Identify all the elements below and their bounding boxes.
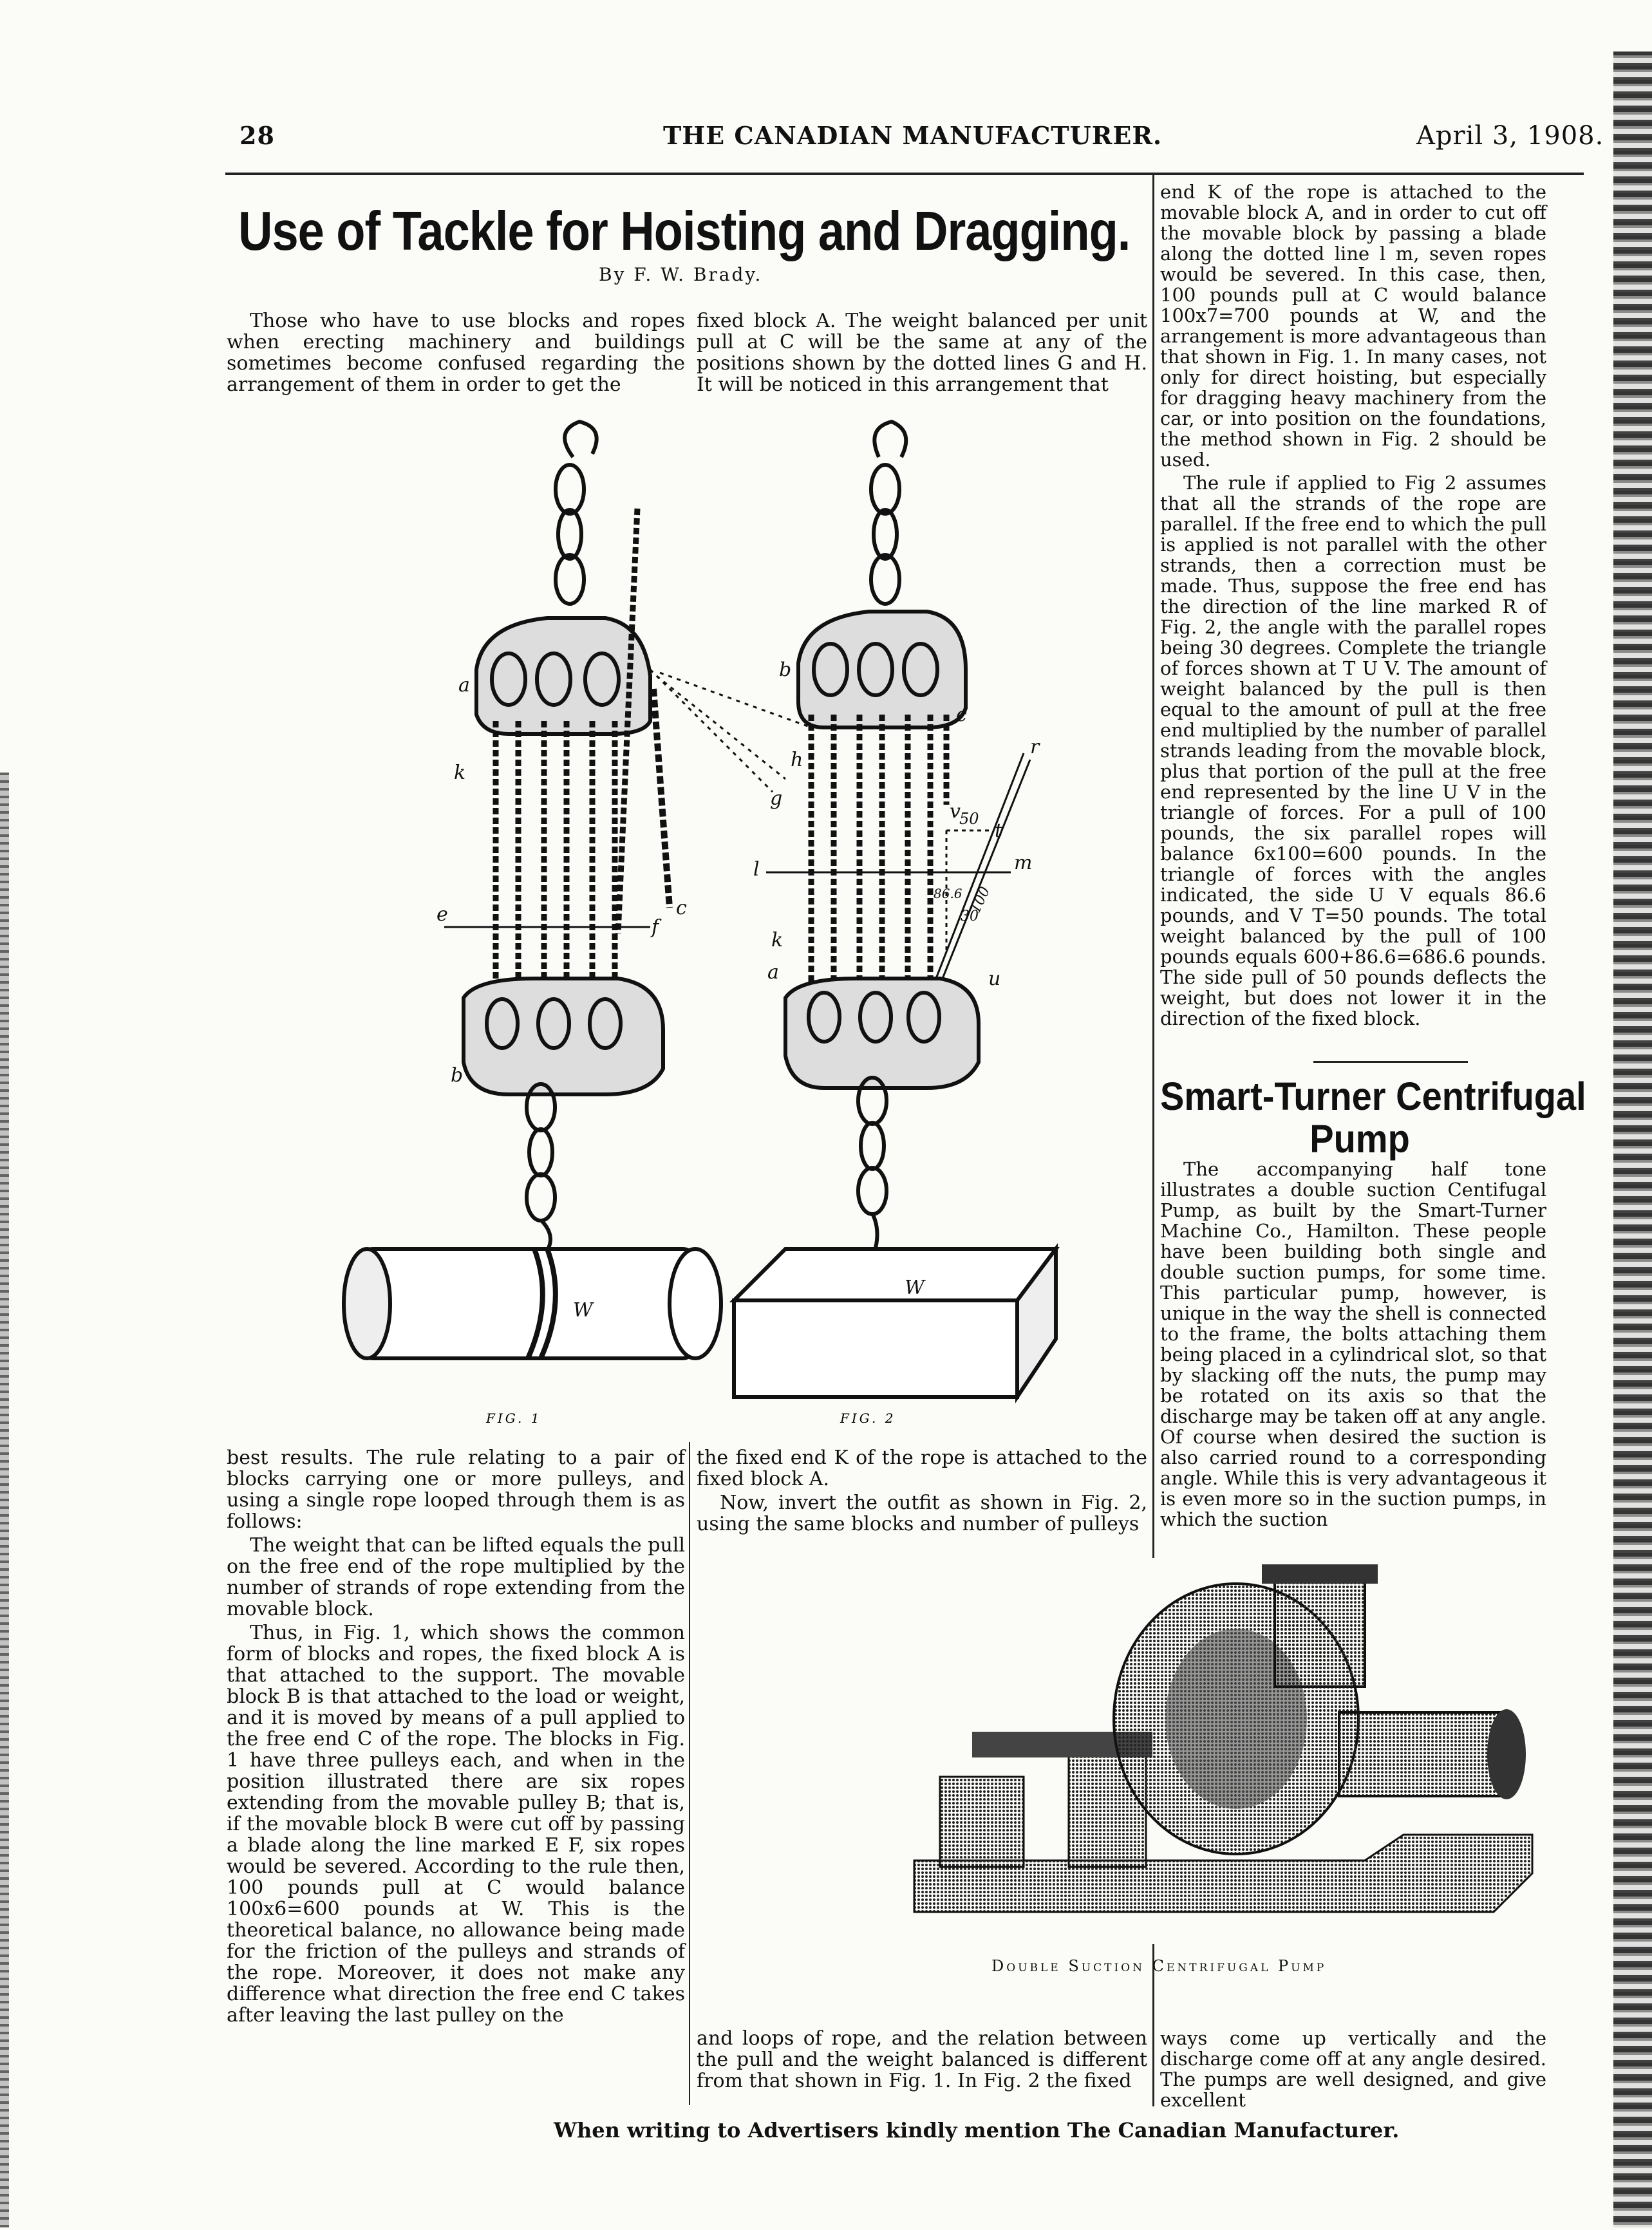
pump-title-line-2: Pump — [1309, 1116, 1410, 1161]
svg-text:v: v — [950, 800, 961, 823]
svg-text:b: b — [451, 1064, 464, 1087]
fig2-caption: FIG. 2 — [840, 1410, 896, 1426]
article-byline: By F. W. Brady. — [599, 264, 763, 285]
intro-column-1 — [227, 310, 685, 420]
scan-edge-left — [0, 773, 9, 2227]
column-divider-middle — [689, 1442, 690, 2105]
svg-text:W: W — [905, 1277, 925, 1299]
svg-text:30: 30 — [961, 908, 979, 924]
svg-text:b: b — [779, 659, 792, 681]
pump-halftone-image — [901, 1558, 1545, 1944]
svg-text:c: c — [956, 704, 967, 726]
article-column-2 — [697, 1447, 1147, 1544]
svg-text:W: W — [573, 1299, 593, 1322]
intro-paragraph-2: fixed block A. The weight balanced per unit pull at C will be the same at any of the positions shown by the dotted lines G and H. It will be noticed in this arrangement that — [697, 310, 1147, 396]
article-separator-rule — [1313, 1061, 1468, 1063]
fig1-caption: FIG. 1 — [486, 1410, 542, 1426]
svg-text:a: a — [458, 674, 470, 697]
svg-text:h: h — [791, 749, 803, 771]
svg-text:f: f — [652, 916, 659, 939]
svg-text:m: m — [1014, 852, 1033, 874]
pump-paragraph-1: The accompanying half tone illustrates a double suction Centifugal Pump, as built by the Smart-Turner Machine Co., Hamilton. These people have been building both single and double suction pumps, for some time. This particular pump, however, is unique in the way the shell is connected to the frame, the bolts attaching them being placed in a cylindrical slot, so that by slacking off the nuts, the pump may be rotated on its axis so that the discharge may be taken off at any angle. Of course when desired the suction is also carried round to a corresponding angle. While this is very advantageous it is even more so in the suction pumps, in which the suction — [1160, 1158, 1546, 1530]
col2-paragraph-1: the fixed end K of the rope is attached to the fixed block A. — [697, 1447, 1147, 1490]
svg-text:e: e — [436, 903, 448, 926]
svg-text:u: u — [988, 968, 1001, 990]
svg-text:l: l — [753, 858, 760, 881]
article-column-2-bottom — [697, 2028, 1147, 2099]
svg-text:100: 100 — [967, 884, 994, 916]
header-rule — [225, 173, 1584, 175]
col2-bottom-paragraph: and loops of rope, and the relation between the pull and the weight balanced is different from that shown in Fig. 1. In Fig. 2 the fixed — [697, 2027, 1147, 2092]
footer-advertiser-note: When writing to Advertisers kindly mention The Canadian Manufacturer. — [554, 2118, 1400, 2142]
svg-text:a: a — [767, 961, 779, 984]
svg-text:k: k — [771, 929, 784, 951]
pump-article-title — [1160, 1073, 1586, 1161]
svg-text:g: g — [770, 787, 783, 810]
svg-text:50: 50 — [959, 810, 979, 828]
intro-column-2 — [697, 310, 1147, 420]
svg-text:c: c — [676, 897, 687, 919]
svg-text:t: t — [995, 820, 1003, 842]
article-column-3 — [1160, 182, 1546, 1044]
article-title: Use of Tackle for Hoisting and Dragging. — [238, 200, 1131, 262]
fig2-drawing — [734, 422, 1056, 1397]
svg-text:86.6: 86.6 — [934, 886, 962, 901]
col1-paragraph-3: Thus, in Fig. 1, which shows the common form of blocks and ropes, the fixed block A is that attached to the support. The movable block B is that attached to the load or weight, and it is moved by means of a pull applied to the free end C of the rope. The blocks in Fig. 1 have three pulleys each, and when in the position illustrated there are six ropes extending from the movable pulley B; that is, if the movable block B were cut off by passing a blade along the line marked E F, six ropes would be severed. According to the rule then, 100 pounds pull at C would balance 100x6=600 pounds at W. This is the theoretical balance, no allowance being made for the friction of the pulleys and strands of the rope. Moreover, it does not make any difference what direction the free end C takes after leaving the last pulley on the — [227, 1622, 685, 2027]
journal-title: THE CANADIAN MANUFACTURER. — [663, 121, 1163, 150]
issue-date: April 3, 1908. — [1416, 121, 1604, 151]
intro-paragraph-1: Those who have to use blocks and ropes when erecting machinery and buildings sometimes become confused regarding the arrangement of them in order to get the — [227, 310, 685, 396]
pump-title-line-1: Smart-Turner Centrifugal — [1160, 1073, 1586, 1119]
article-column-1 — [227, 1447, 685, 2091]
col3-paragraph-1: end K of the rope is attached to the movable block A, and in order to cut off the movable block by passing a blade along the dotted line l m, seven ropes would be severed. In this case, then, 100 pounds pull at C would balance 100x7=700 pounds at W, and the arrangement is more advantageous than that shown in Fig. 1. In many cases, not only for direct hoisting, but especially for dragging heavy machinery from the car, or into position on the foundations, the method shown in Fig. 2 should be used. — [1160, 181, 1546, 471]
scan-edge-right — [1613, 52, 1652, 2227]
col3-paragraph-2: The rule if applied to Fig 2 assumes that all the strands of the rope are parallel. If the free end to which the pull is applied is not parallel with the other strands, then a correction must be made. Thus, suppose the free end has the direction of the line marked R of Fig. 2, the angle with the parallel ropes being 30 degrees. Complete the triangle of forces shown at T U V. The amount of weight balanced by the pull is then equal to the amount of pull at the free end multiplied by the number of parallel strands leading from the movable block, plus that portion of the pull at the free end represented by the line U V in the triangle of forces. For a pull of 100 pounds, the six parallel ropes will balance 6x100=600 pounds. In the triangle of forces with the angles indicated, the side U V equals 86.6 pounds, and V T=50 pounds. The total weight balanced by the pull of 100 pounds equals 600+86.6=686.6 pounds. The side pull of 50 pounds deflects the weight, but does not lower it in the direction of the fixed block. — [1160, 472, 1546, 1029]
page-number: 28 — [239, 121, 275, 150]
col1-paragraph-1: best results. The rule relating to a pair of blocks carrying one or more pulleys, and using a single rope looped through them is as follows: — [227, 1447, 685, 1533]
pump-caption: Double Suction Centrifugal Pump — [991, 1957, 1327, 1975]
tackle-figures — [232, 418, 1146, 1429]
pump-article-bottom — [1160, 2027, 1546, 2111]
pump-bottom-paragraph: ways come up vertically and the discharge come off at any angle desired. The pumps are well designed, and give excellent — [1160, 2027, 1546, 2111]
fig1-drawing — [344, 422, 811, 1358]
svg-text:r: r — [1030, 736, 1040, 758]
pump-article-column — [1160, 1159, 1546, 1545]
col1-paragraph-2: The weight that can be lifted equals the pull on the free end of the rope multiplied by the number of strands of rope extending from the movable block. — [227, 1534, 685, 1620]
col2-paragraph-2: Now, invert the outfit as shown in Fig. 2, using the same blocks and number of pulleys — [697, 1492, 1147, 1535]
svg-text:k: k — [454, 762, 466, 784]
